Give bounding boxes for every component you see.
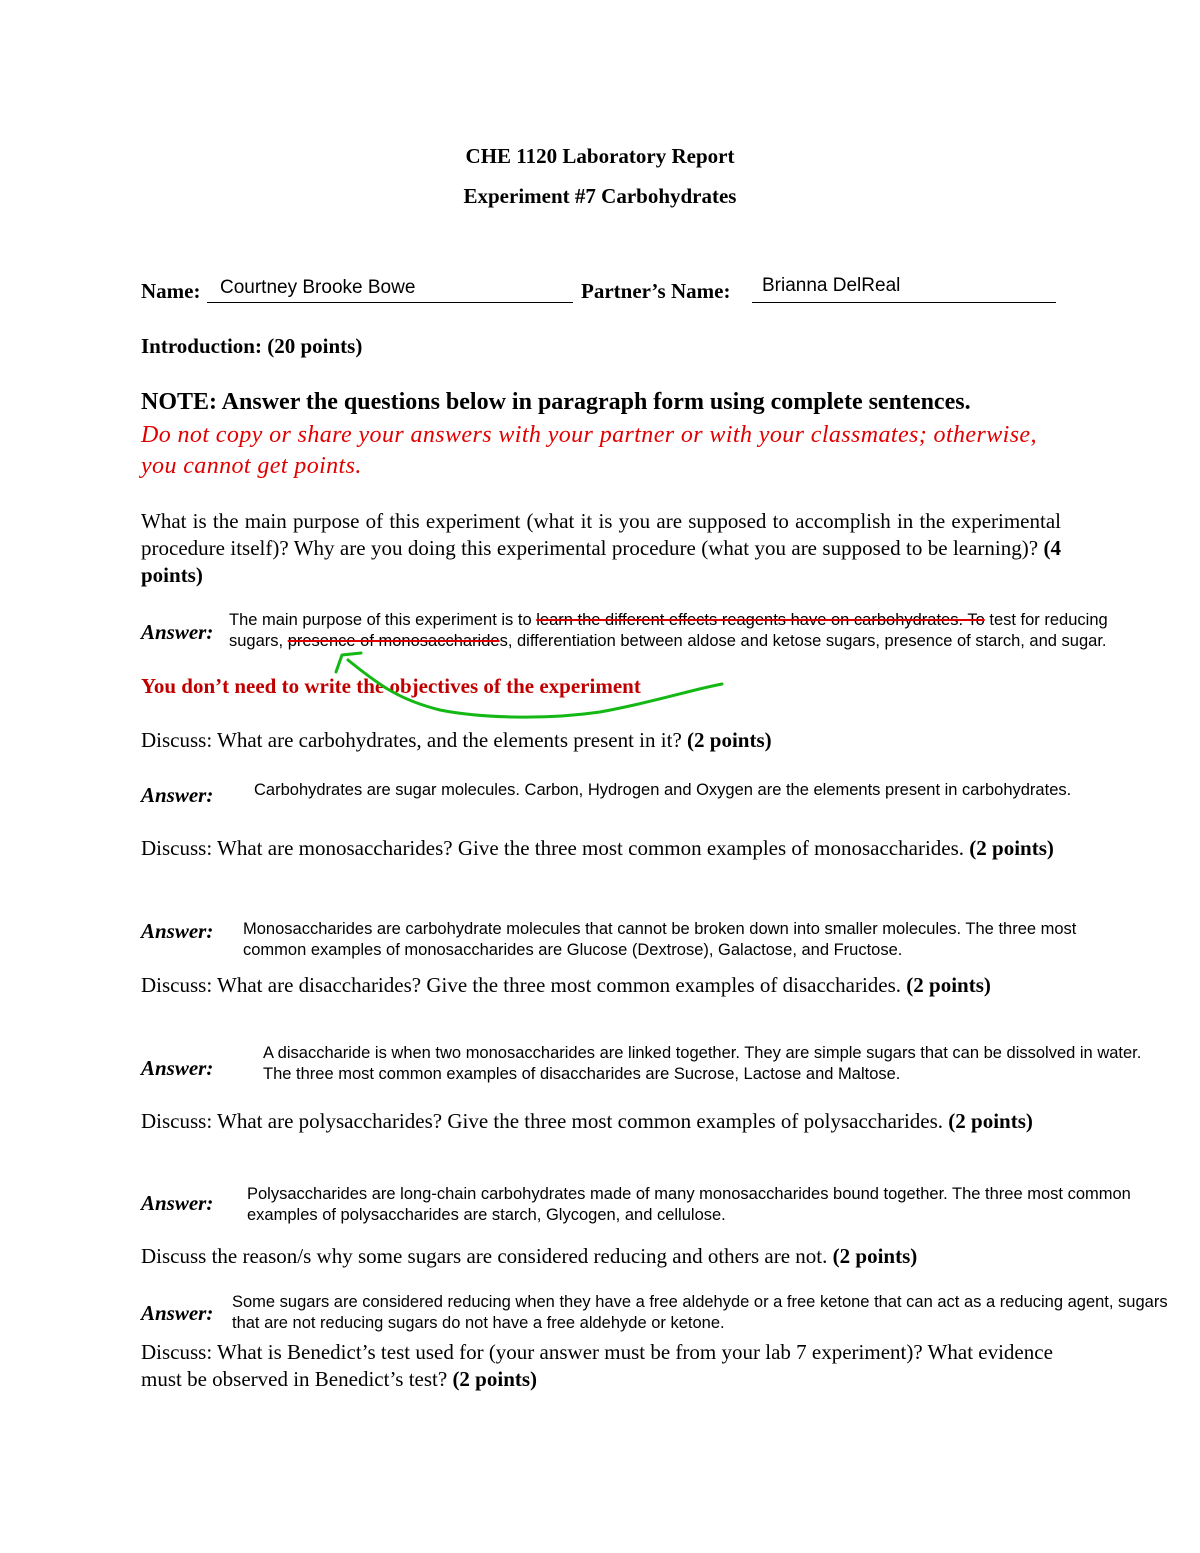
question-3-points: (2 points) xyxy=(969,836,1054,860)
answer-1-struck-text-2: presence of monosaccharide xyxy=(287,632,500,650)
question-4-text: Discuss: What are disaccharides? Give the three most common examples of disaccharides. xyxy=(141,973,902,997)
answer-2: Carbohydrates are sugar molecules. Carbon, Hydrogen and Oxygen are the elements present in carbohydrates. xyxy=(254,781,1072,799)
answer-1-part-b: test for reducing sugars, xyxy=(229,611,1108,650)
question-5-points: (2 points) xyxy=(948,1109,1033,1133)
answer-1-part-a: The main purpose of this experiment is to xyxy=(229,611,537,629)
question-1-text: What is the main purpose of this experiment (what it is you are supposed to accomplish in the experimental procedure itself)? Why are you doing this experimental procedure (what you are supposed to be learning)? xyxy=(141,509,1061,560)
question-6 xyxy=(141,1243,917,1270)
answer-3-label: Answer: xyxy=(141,919,214,943)
answer-1-label: Answer: xyxy=(141,620,214,644)
answer-1-part-c: s, differentiation between aldose and ketose sugars, presence of starch, and sugar. xyxy=(499,632,1107,650)
question-7-text: Discuss: What is Benedict’s test used for (your answer must be from your lab 7 experiment)? What evidence must be observed in Benedict’s test? xyxy=(141,1340,1053,1391)
question-5 xyxy=(141,1108,1066,1135)
answer-5: Polysaccharides are long-chain carbohydrates made of many monosaccharides bound together. The three most common examples of polysaccharides are starch, Glycogen, and cellulose. xyxy=(247,1185,1131,1224)
name-label: Name: xyxy=(141,279,201,303)
question-4-points: (2 points) xyxy=(906,973,991,997)
experiment-title: Experiment #7 Carbohydrates xyxy=(463,184,737,208)
question-5-text: Discuss: What are polysaccharides? Give the three most common examples of polysaccharides. xyxy=(141,1109,944,1133)
question-1-points: (4 points) xyxy=(141,536,1061,587)
question-6-text: Discuss the reason/s why some sugars are considered reducing and others are not. xyxy=(141,1244,828,1268)
grader-feedback: You don’t need to write the objectives of the experiment xyxy=(141,674,641,698)
question-2-text: Discuss: What are carbohydrates, and the elements present in it? xyxy=(141,728,682,752)
partner-name-label: Partner’s Name: xyxy=(581,279,731,303)
question-7-points: (2 points) xyxy=(452,1367,538,1391)
grader-arrow-annotation xyxy=(0,0,1200,760)
name-value: Courtney Brooke Bowe xyxy=(220,277,416,298)
question-3-text: Discuss: What are monosaccharides? Give the three most common examples of monosaccharides. xyxy=(141,836,965,860)
warning-text: Do not copy or share your answers with your partner or with your classmates; otherwise, you cannot get points. xyxy=(141,422,1037,479)
question-2 xyxy=(141,727,772,754)
note-text: NOTE: Answer the questions below in paragraph form using complete sentences. xyxy=(141,389,971,415)
answer-3: Monosaccharides are carbohydrate molecules that cannot be broken down into smaller molecules. The three most common examples of monosaccharides are Glucose (Dextrose), Galactose, and Fructose. xyxy=(243,920,1077,959)
answer-4: A disaccharide is when two monosaccharides are linked together. They are simple sugars that can be dissolved in water. The three most common examples of disaccharides are Sucrose, Lactose and Maltose. xyxy=(263,1044,1142,1083)
answer-6: Some sugars are considered reducing when they have a free aldehyde or a free ketone that can act as a reducing agent, sugars that are not reducing sugars do not have a free aldehyde or ketone. xyxy=(232,1293,1168,1332)
page-title: CHE 1120 Laboratory Report xyxy=(465,144,735,168)
question-4 xyxy=(141,972,1061,999)
question-3 xyxy=(141,835,1071,862)
answer-6-label: Answer: xyxy=(141,1301,214,1325)
answer-2-label: Answer: xyxy=(141,783,214,807)
partner-name-value: Brianna DelReal xyxy=(762,275,901,296)
introduction-heading: Introduction: (20 points) xyxy=(141,334,363,358)
answer-5-label: Answer: xyxy=(141,1191,214,1215)
question-7 xyxy=(141,1339,1071,1393)
answer-1-struck-text: learn the different effects reagents have on carbohydrates. To xyxy=(536,611,985,629)
answer-4-label: Answer: xyxy=(141,1056,214,1080)
question-6-points: (2 points) xyxy=(832,1244,918,1268)
question-2-points: (2 points) xyxy=(687,728,772,752)
arrow-stroke xyxy=(348,660,722,717)
